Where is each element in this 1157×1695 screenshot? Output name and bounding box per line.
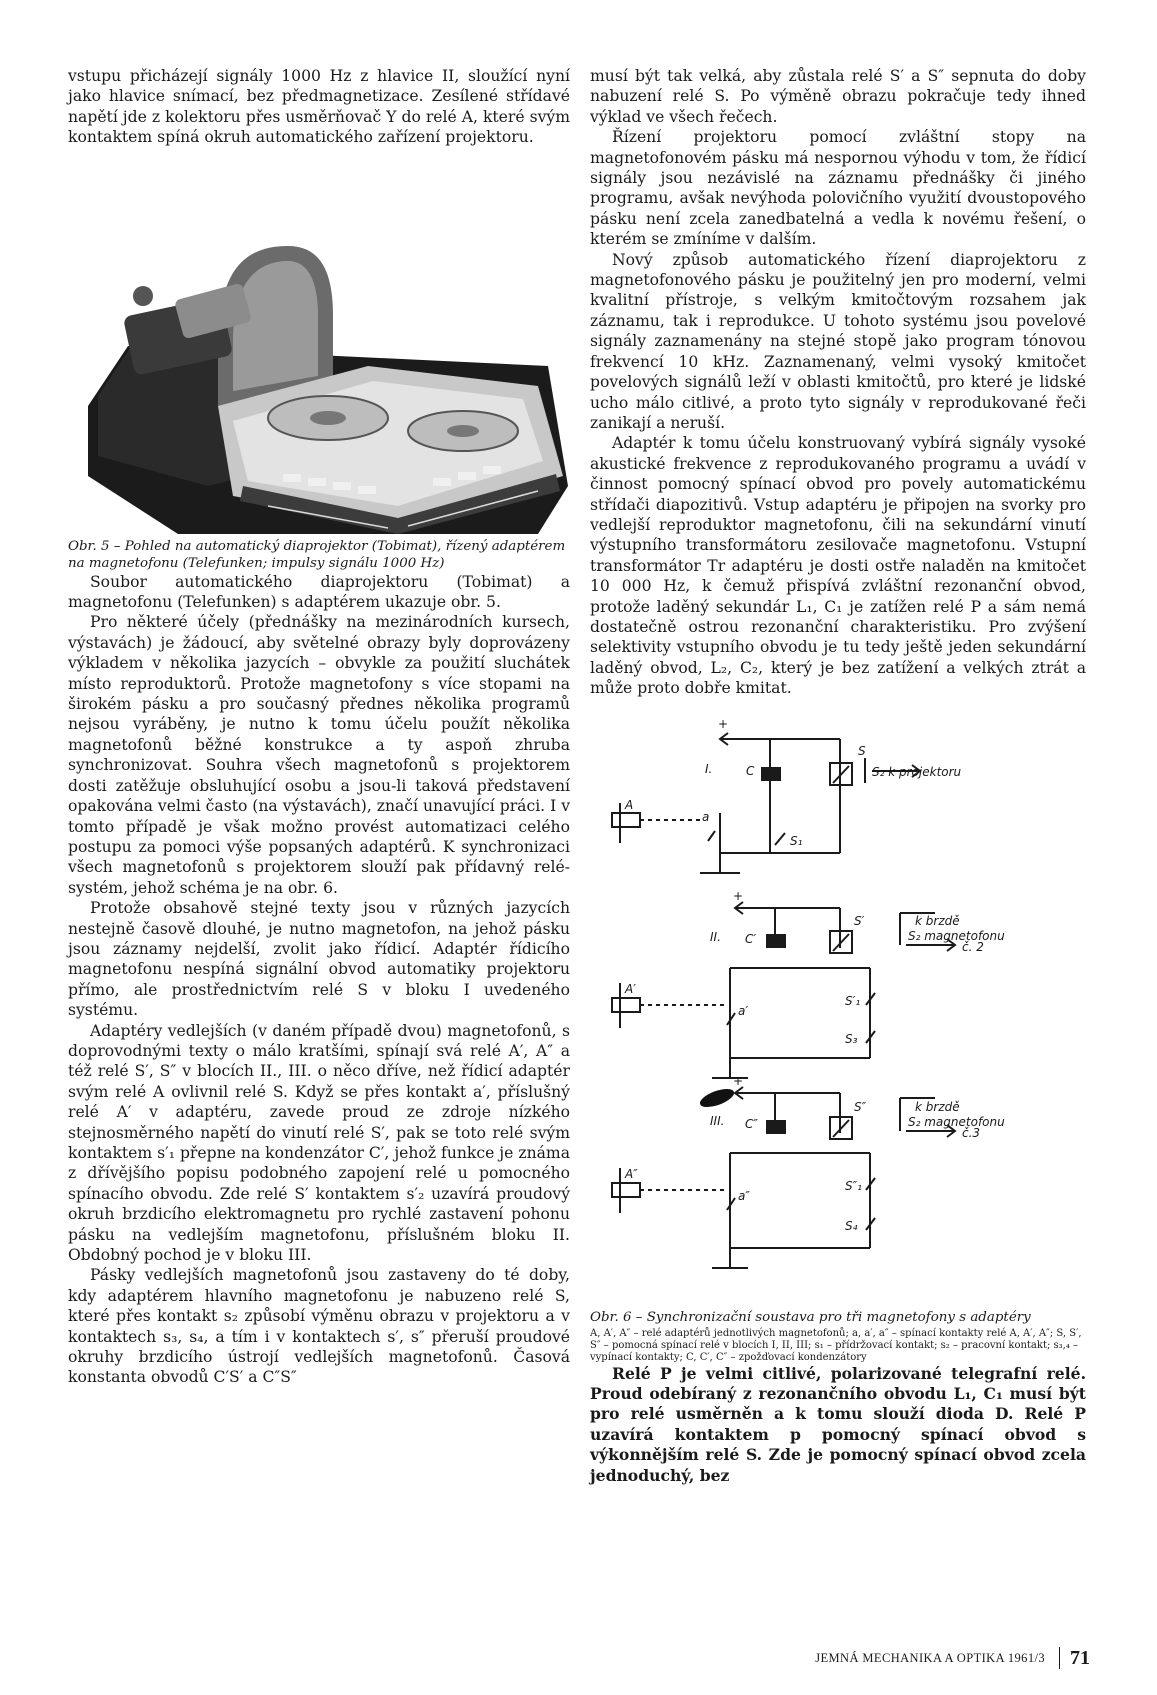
contact-s1-label: S″₁ <box>845 1178 862 1193</box>
figure-6-legend: A, A′, A″ – relé adaptérů jednotlivých magnetofonů; a, a′, a″ – spínací kontakty relé A, A′, A″; S, S′, S″ – pomocná spínací relé v blocích I, II, III; s₁ – přídržovací kontakt; s₂ – pracovní kontakt; s₃,₄ – vypínací kontakty; C, C′, C″ – zpožďovací kondenzátory <box>590 1327 1082 1363</box>
paragraph: Soubor automatického diaprojektoru (Tobimat) a magnetofonu (Telefunken) s adaptérem ukazuje obr. 5. <box>68 572 570 612</box>
contact-s1-label: S₁ <box>790 833 803 848</box>
relay-a2-label: A″ <box>625 1166 638 1181</box>
paragraph: Nový způsob automatického řízení diaprojektoru z magnetofonového pásku je použitelný jen pro moderní, velmi kvalitní přístroje, s velkým kmitočtovým rozsahem jak záznamu, tak i reprodukce. U tohoto systému jsou povelové signály zaznamenány na stejné stopě jako program tónovou frekvencí 10 kHz. Zaznamenaný, velmi vysoký kmitočet povelových signálů leží v oblasti kmitočtů, pro které je lidské ucho málo citlivé, a proto tyto signály v reprodukované řeči zanikají a neruší. <box>590 250 1086 432</box>
output-recorder-label: S₂ magnetofonu <box>908 1114 1005 1129</box>
plus-label: + <box>718 716 729 731</box>
contact-a2-label: a″ <box>738 1188 750 1203</box>
plus-label: + <box>733 1073 744 1088</box>
output-projector-label: S₂ k projektoru <box>872 764 962 779</box>
contact-s3-label: S₃ <box>845 1031 858 1046</box>
figure-5-caption: Obr. 5 – Pohled na automatický diaprojektor (Tobimat), řízený adaptérem na magnetofonu (Telefunken; impulsy signálu 1000 Hz) <box>68 538 566 571</box>
cap-c2-label: C″ <box>745 1116 758 1131</box>
synchronization-schematic <box>590 713 1086 1303</box>
paragraph: vstupu přicházejí signály 1000 Hz z hlavice II, sloužící nyní jako hlavice snímací, bez předmagnetizace. Zesílené střídavé napětí jde z kolektoru přes usměrňovač Y do relé A, které svým kontaktem spíná okruh automatického zařízení projektoru. <box>68 67 570 147</box>
output-brake-label: k brzdě <box>915 913 960 928</box>
block-3-label: III. <box>710 1113 725 1128</box>
relay-s1-label: S′ <box>854 913 865 928</box>
paragraph: Adaptér k tomu účelu konstruovaný vybírá signály vysoké akustické frekvence z reprodukovaného programu a uvádí v činnost pomocný spínací obvod pro povely automatickému střídači diapozitivů. Vstup adaptéru je připojen na svorky pro vedlejší reproduktor magnetofonu, čili na sekundární vinutí výstupního transformátoru zesilovače magnetofonu. Vstupní transformátor Tr adaptéru je dosti ostře naladěn na kmitočet 10 000 Hz, k čemuž přispívá zvláštní rezonanční obvod, protože laděný sekundár L₁, C₁ je zatížen relé P a sám nemá dostatečně ostrou rezonanční charakteristiku. Pro zvýšení selektivity vstupního obvodu je tu tedy ještě jeden sekundární laděný obvod, L₂, C₂, který je bez zatížení a velkých ztrát a může proto dobře kmitat. <box>590 434 1086 698</box>
paragraph: Pásky vedlejších magnetofonů jsou zastaveny do té doby, kdy adaptérem hlavního magnetofonu je nabuzeno relé S, které přes kontakt s₂ způsobí výměnu obrazu v projektoru a v kontaktech s₃, s₄, a tím i v kontaktech s′, s″ přeruší proudové okruhy brzdicího ústrojí vedlejších magnetofonů. Časová konstanta obvodů C′S′ a C″S″ <box>68 1266 570 1387</box>
paragraph: Řízení projektoru pomocí zvláštní stopy na magnetofonovém pásku má nespornou výhodu v tom, že řídicí signály jsou nezávislé na záznamu přednášky či jiného programu, avšak nevýhoda polovičního využití dvoustopového pásku není zcela zanedbatelná a vedla k novému řešení, o kterém se zmíníme v dalším. <box>590 128 1086 249</box>
ink-mark <box>698 1085 737 1110</box>
paragraph: Relé P je velmi citlivé, polarizované telegrafní relé. Proud odebíraný z rezonančního obvodu L₁, C₁ musí být pro relé usměrněn a k tomu slouží dioda D. Relé P uzavírá kontaktem p pomocný spínací obvod s výkonnějším relé S. Zde je pomocný spínací obvod zcela jednoduchý, bez <box>590 1363 1086 1485</box>
relay-a-label: A <box>625 797 634 812</box>
output-brake-label: k brzdě <box>915 1099 960 1114</box>
paragraph: Adaptéry vedlejších (v daném případě dvou) magnetofonů, s doprovodnými texty o málo kratšími, spínají svá relé A′, A″ a též relé S′, S″ v blocích II., III. o něco dříve, než řídicí adaptér svým relé A ovlivnil relé S. Když se přes kontakt a′, příslušný relé A′ v adaptéru, zavede proud ze zdroje nízkého stejnosměrného napětí do vinutí relé S′, pak se toto relé svým kontaktem s′₁ přepne na kondenzátor C′, jehož funkce je známa z dřívějšího popisu podobného zapojení relé u pomocného spínacího obvodu. Zde relé S′ kontaktem s′₂ uzavírá proudový okruh brzdicího elektromagnetu pro rychlé zastavení pohonu pásku na vedlejším magnetofonu, příslušném bloku II. Obdobný pochod je v bloku III. <box>68 1021 570 1265</box>
contact-a-label: a <box>702 809 710 824</box>
journal-name: JEMNÁ MECHANIKA A OPTIKA 1961/3 <box>815 1650 1045 1665</box>
cap-c-label: C <box>746 763 755 778</box>
block-1-label: I. <box>705 761 713 776</box>
relay-s2-label: S″ <box>854 1099 867 1114</box>
page-number: 71 <box>1070 1646 1090 1669</box>
relay-a1-label: A′ <box>625 981 636 996</box>
contact-s4-label: S₄ <box>845 1218 858 1233</box>
contact-s1-label: S′₁ <box>845 993 861 1008</box>
footer-divider <box>1059 1647 1060 1669</box>
output-number-label: č. 2 <box>962 939 984 954</box>
relay-s-label: S <box>858 743 866 758</box>
paragraph: Protože obsahově stejné texty jsou v různých jazycích nestejně časově dlouhé, je nutno magnetofon, na jehož pásku jsou záznamy nejdelší, zvolit jako řídicí. Adaptér řídicího magnetofonu nespíná signální obvod automatiky projektoru přímo, ale prostřednictvím relé S v bloku I uvedeného systému. <box>68 899 570 1020</box>
projector-photo <box>68 156 568 534</box>
plus-label: + <box>733 888 744 903</box>
cap-c1-label: C′ <box>745 931 757 946</box>
right-column <box>590 66 1086 1486</box>
output-number-label: č.3 <box>962 1125 981 1140</box>
paragraph: musí být tak velká, aby zůstala relé S′ a S″ sepnuta do doby nabuzení relé S. Po výměně obrazu pokračuje tedy ihned výklad ve všech řečech. <box>590 67 1086 126</box>
contact-a1-label: a′ <box>738 1003 749 1018</box>
left-column <box>68 66 570 1388</box>
figure-6-caption: Obr. 6 – Synchronizační soustava pro tři magnetofony s adaptéry <box>590 1309 1031 1325</box>
output-recorder-label: S₂ magnetofonu <box>908 928 1005 943</box>
page-footer <box>720 1643 1090 1673</box>
block-2-label: II. <box>710 929 721 944</box>
paragraph: Pro některé účely (přednášky na mezinárodních kursech, výstavách) je žádoucí, aby světelné obrazy byly doprovázeny výkladem v několika jazycích – obvykle za použití sluchátek místo reproduktorů. Protože magnetofony s více stopami na širokém pásku a pro současný přednes několika programů nejsou vyráběny, je nutno k tomu účelu použít několika magnetofonů běžné konstrukce a ty aspoň zhruba synchronizovat. Souhra všech magnetofonů s projektorem dosti zatěžuje obsluhující osobu a jsou-li taková představení opakována velmi často (na výstavách), značí unavující práci. I v tomto případě je však možno provést automatizaci celého postupu za pomoci výše popsaných adaptérů. K synchronizaci všech magnetofonů s projektorem slouží pak přídavný relé-systém, jehož schéma je na obr. 6. <box>68 613 571 897</box>
